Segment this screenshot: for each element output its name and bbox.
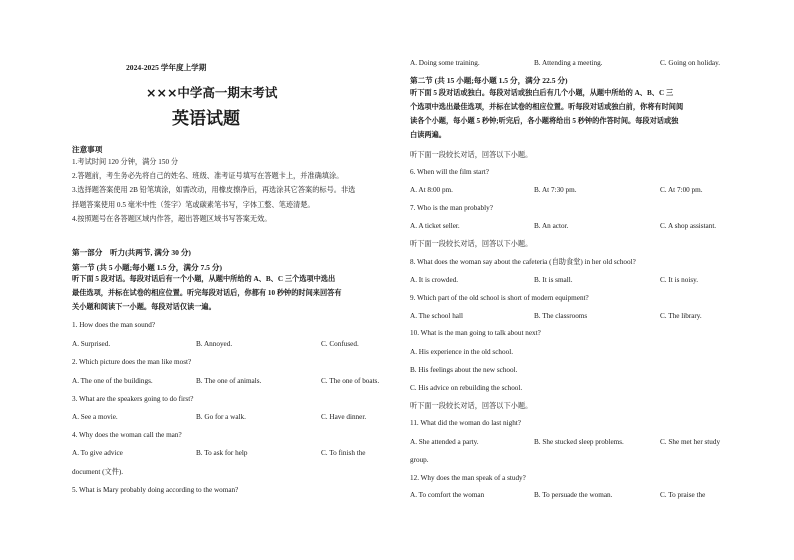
option-b[interactable]: B. The one of animals. [196,377,262,385]
option-a[interactable]: A. It is crowded. [410,276,459,284]
options-4 [72,449,404,457]
option-a[interactable]: A. She attended a party. [410,438,479,446]
notice-item: 1.考试时间 120 分钟，满分 150 分 [72,158,179,166]
option-c[interactable]: C. A shop assistant. [660,222,717,230]
listen-instruction: 听下面一段较长对话，回答以下小题。 [410,151,533,159]
option-b[interactable]: B. Go for a walk. [196,413,246,421]
options-8 [410,276,728,284]
options-7 [410,222,728,230]
options-5 [410,59,728,67]
question-5: 5. What is Mary probably doing according to the woman? [72,486,239,494]
option-c-continued: group. [410,456,429,464]
option-c[interactable]: C. The library. [660,312,702,320]
question-7: 7. Who is the man probably? [410,204,493,212]
option-c[interactable]: C. The one of boats. [321,377,380,385]
question-12: 12. Why does the man speak of a study? [410,474,526,482]
listen-instruction: 听下面一段较长对话，回答以下小题。 [410,240,533,248]
notice-item: 4.按照题号在各答题区域内作答，超出答题区域书写答案无效。 [72,214,272,223]
options-11 [410,438,728,446]
section1-title: 第一节 (共 5 小题;每小题 1.5 分，满分 7.5 分) [72,263,222,272]
options-12 [410,491,728,499]
option-c[interactable]: C. Going on holiday. [660,59,721,67]
listen-instruction: 听下面一段较长对话，回答以下小题。 [410,402,533,410]
option-a[interactable]: A. Surprised. [72,340,111,348]
question-9: 9. Which part of the old school is short of modern equipment? [410,294,589,302]
option-c[interactable]: C. To praise the [660,491,706,499]
question-4: 4. Why does the woman call the man? [72,431,182,439]
section2-title: 第二节 (共 15 小题;每小题 1.5 分，满分 22.5 分) [410,76,568,85]
options-3 [72,413,404,421]
option-a[interactable]: A. To comfort the woman [410,491,485,499]
question-6: 6. When will the film start? [410,168,489,176]
option-a[interactable]: A. A ticket seller. [410,222,460,230]
notice-list [72,155,355,226]
option-c[interactable]: C. His advice on rebuilding the school. [410,384,523,392]
question-2: 2. Which picture does the man like most? [72,358,192,366]
option-b[interactable]: B. She stucked sleep problems. [534,438,624,446]
option-c[interactable]: C. Have dinner. [321,413,367,421]
options-9 [410,312,728,320]
option-b[interactable]: B. It is small. [534,276,573,284]
option-b[interactable]: B. The classrooms [534,312,588,320]
option-c-continued: document (文件). [72,468,124,476]
notice-item: 3.选择题答案使用 2B 铅笔填涂，如需改动，用橡皮擦净后，再选涂其它答案的标号。非选 [72,186,356,195]
option-a[interactable]: A. At 8:00 pm. [410,186,453,194]
section1-instructions: 听下面 5 段对话。每段对话后有一个小题，从题中所给的 A、B、C 三个选项中选出 最佳选项，并标在试卷的相应位置。听完每段对话后，你都有 10 秒钟的时间来回答有 关小题和阅读下一小题。每段对话仅读一遍。 [72,275,342,312]
option-a[interactable]: A. See a movie. [72,413,118,421]
option-b[interactable]: B. His feelings about the new school. [410,366,518,374]
option-c[interactable]: C. It is noisy. [660,276,699,284]
option-b[interactable]: B. To persuade the woman. [534,491,613,499]
notice-item: 择题答案使用 0.5 毫米中性（签字）笔或碳素笔书写，字体工整、笔迹清楚。 [72,200,315,209]
option-b[interactable]: B. To ask for help [196,449,248,457]
question-1: 1. How does the man sound? [72,321,156,329]
year-term: 2024-2025 学年度上学期 [126,63,207,72]
option-c[interactable]: C. Confused. [321,340,359,348]
option-b[interactable]: B. Annoyed. [196,340,233,348]
question-10: 10. What is the man going to talk about next? [410,329,541,337]
option-a[interactable]: A. To give advice [72,449,123,457]
option-c[interactable]: C. To finish the [321,449,366,457]
option-c[interactable]: C. At 7:00 pm. [660,186,703,194]
option-b[interactable]: B. At 7:30 pm. [534,186,577,194]
section2-instructions: 听下面 5 段对话或独白。每段对话或独白后有几个小题，从题中所给的 A、B、C 三 个选项中选出最佳选项，并标在试卷的相应位置。听每段对话或独白前，你将有时间阅 读各个小题，每小题 5 秒钟;听完后，各小题将给出 5 秒钟的作答时间。每段对话或独 白读两遍。 [410,89,684,139]
subject-title: 英语试题 [172,109,240,129]
options-6 [410,186,728,194]
option-a[interactable]: A. The one of the buildings. [72,377,153,385]
option-b[interactable]: B. Attending a meeting. [534,59,603,67]
question-11: 11. What did the woman do last night? [410,419,521,427]
notice-item: 2.答题前，考生务必先将自己的姓名、班级、准考证号填写在答题卡上，并准确填涂。 [72,172,344,181]
option-c[interactable]: C. She met her study [660,438,721,446]
option-b[interactable]: B. An actor. [534,222,569,230]
part1-title: 第一部分 听力(共两节, 满分 30 分) [72,248,191,257]
option-a[interactable]: A. His experience in the old school. [410,348,513,356]
question-3: 3. What are the speakers going to do first? [72,395,194,403]
option-a[interactable]: A. The school hall [410,312,463,320]
school-exam-title: ×××中学高一期末考试 [146,85,278,100]
options-2 [72,377,404,385]
option-a[interactable]: A. Doing some training. [410,59,480,67]
options-1 [72,340,404,348]
question-8: 8. What does the woman say about the cafeteria (自助食堂) in her old school? [410,258,636,266]
notice-title: 注意事项 [72,145,103,154]
